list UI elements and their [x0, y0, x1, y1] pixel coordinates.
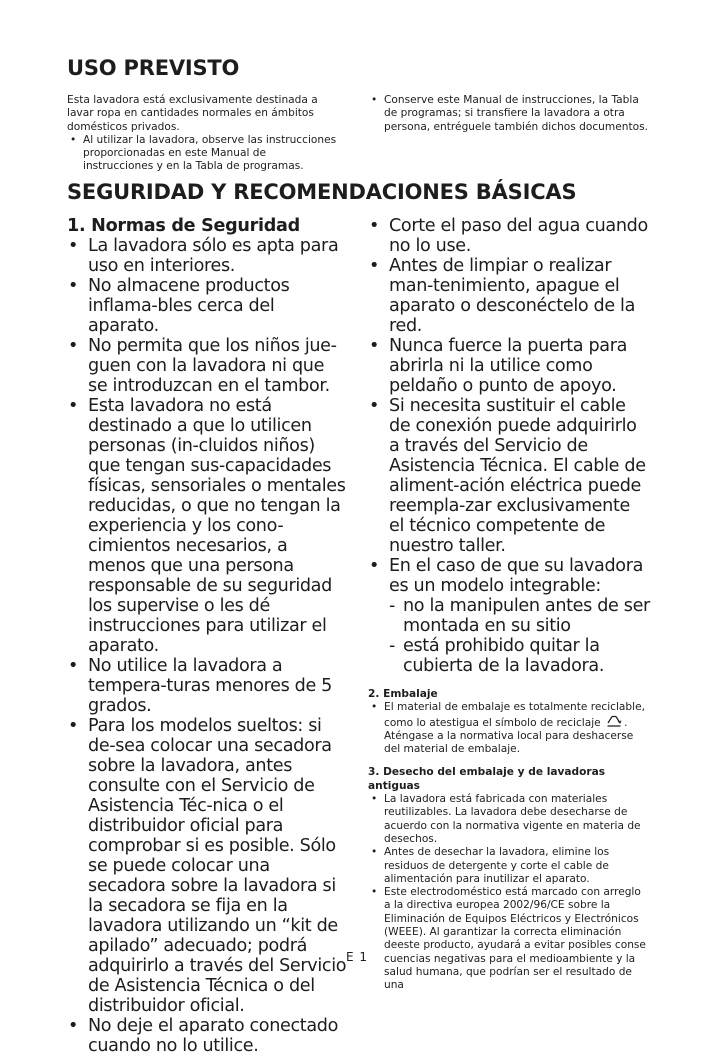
embalaje-section: [368, 688, 650, 756]
list-item: • Esta lavadora no está destinado a que lo utilicen personas (in-cluidos niños) que tengan sus-capacidades físicas, sensoriales o mentales reducidas, o que no tengan la experiencia y los cono-cimientos necesarios, a menos que una persona responsable de su seguridad los supervise o les dé instrucciones para utilizar el aparato.: [67, 396, 347, 656]
list-item: • Antes de limpiar o realizar man-tenimiento, apague el aparato o desconéctelo de la red.: [368, 256, 650, 336]
embalaje-title: 2. Embalaje: [368, 688, 438, 700]
recycle-icon: [606, 715, 622, 728]
normas-right-list: [368, 216, 650, 676]
uso-right-column: [368, 94, 648, 134]
uso-right-list: [368, 94, 648, 134]
list-item: • Nunca fuerce la puerta para abrirla ni la utilice como peldaño o punto de apoyo.: [368, 336, 650, 396]
list-item: • Conserve este Manual de instrucciones, la Tabla de programas; si transfiere la lavadora a otra persona, entréguele también dichos documentos.: [368, 94, 648, 134]
embalaje-text-a: El material de embalaje es totalmente reciclable, como lo atestigua el símbolo de reciclaje: [384, 701, 645, 729]
normas-title: 1. Normas de Seguridad: [67, 216, 300, 236]
integrable-sub-list: [389, 596, 650, 676]
list-item: • Antes de desechar la lavadora, elimine los residuos de detergente y corte el cable de alimentación para inutilizar el aparato.: [368, 846, 650, 886]
list-item: • No deje el aparato conectado cuando no lo utilice.: [67, 1016, 347, 1056]
desecho-title: 3. Desecho del embalaje y de lavadoras antiguas: [368, 766, 606, 792]
sub-list-item: - no la manipulen antes de ser montada en su sitio: [389, 596, 650, 636]
list-item: • Este electrodoméstico está marcado con arreglo a la directiva europea 2002/96/CE sobre la Eliminación de Equipos Eléctricos y Electrónicos (WEEE). Al garantizar la correcta eliminación deeste producto, ayudará a evitar posibles conse cuencias negativas para el medioambiente y la salud humana, que podrían ser el resultado de una: [368, 886, 650, 992]
desecho-section: [368, 766, 650, 992]
seguridad-right-column: [368, 216, 650, 993]
embalaje-list: [368, 701, 650, 756]
list-item: • Si necesita sustituir el cable de conexión puede adquirirlo a través del Servicio de Asistencia Técnica. El cable de aliment-ación eléctrica puede reempla-zar exclusivamente el técnico competente de nuestro taller.: [368, 396, 650, 556]
list-item: • Al utilizar la lavadora, observe las instrucciones proporcionadas en este Manual de instrucciones y en la Tabla de programas.: [67, 134, 339, 174]
list-item: [368, 701, 650, 756]
list-item: • No permita que los niños jue-guen con la lavadora ni que se introduzcan en el tambor.: [67, 336, 347, 396]
seguridad-left-column: [67, 216, 347, 1056]
normas-left-list: [67, 236, 347, 1056]
uso-intro: Esta lavadora está exclusivamente destinada a lavar ropa en cantidades normales en ámbitos domésticos privados.: [67, 94, 318, 133]
list-item: • La lavadora sólo es apta para uso en interiores.: [67, 236, 347, 276]
embalaje-text-b: . Aténgase a la normativa local para deshacerse del material de embalaje.: [384, 716, 634, 756]
list-item: • No almacene productos inflama-bles cerca del aparato.: [67, 276, 347, 336]
list-item: [368, 556, 650, 676]
list-item: • No utilice la lavadora a tempera-turas menores de 5 grados.: [67, 656, 347, 716]
integrable-text: En el caso de que su lavadora es un modelo integrable:: [389, 556, 644, 596]
section-title-uso-previsto: USO PREVISTO: [67, 56, 240, 80]
section-title-seguridad: SEGURIDAD Y RECOMENDACIONES BÁSICAS: [67, 180, 577, 204]
uso-left-column: [67, 94, 339, 174]
list-item: • La lavadora está fabricada con materiales reutilizables. La lavadora debe desecharse de acuerdo con la normativa vigente en materia de desechos.: [368, 793, 650, 846]
desecho-list: [368, 793, 650, 992]
page-number: E 1: [346, 950, 369, 964]
list-item: • Corte el paso del agua cuando no lo use.: [368, 216, 650, 256]
uso-left-list: [67, 134, 339, 174]
list-item: • Para los modelos sueltos: si de-sea colocar una secadora sobre la lavadora, antes consulte con el Servicio de Asistencia Téc-nica o el distribuidor oficial para comprobar si es posible. Sólo se puede colocar una secadora sobre la lavadora si la secadora se fija en la lavadora utilizando un “kit de apilado” adecuado; podrá adquirirlo a través del Servicio de Asistencia Técnica o del distribuidor oficial.: [67, 716, 347, 1016]
sub-list-item: - está prohibido quitar la cubierta de la lavadora.: [389, 636, 650, 676]
